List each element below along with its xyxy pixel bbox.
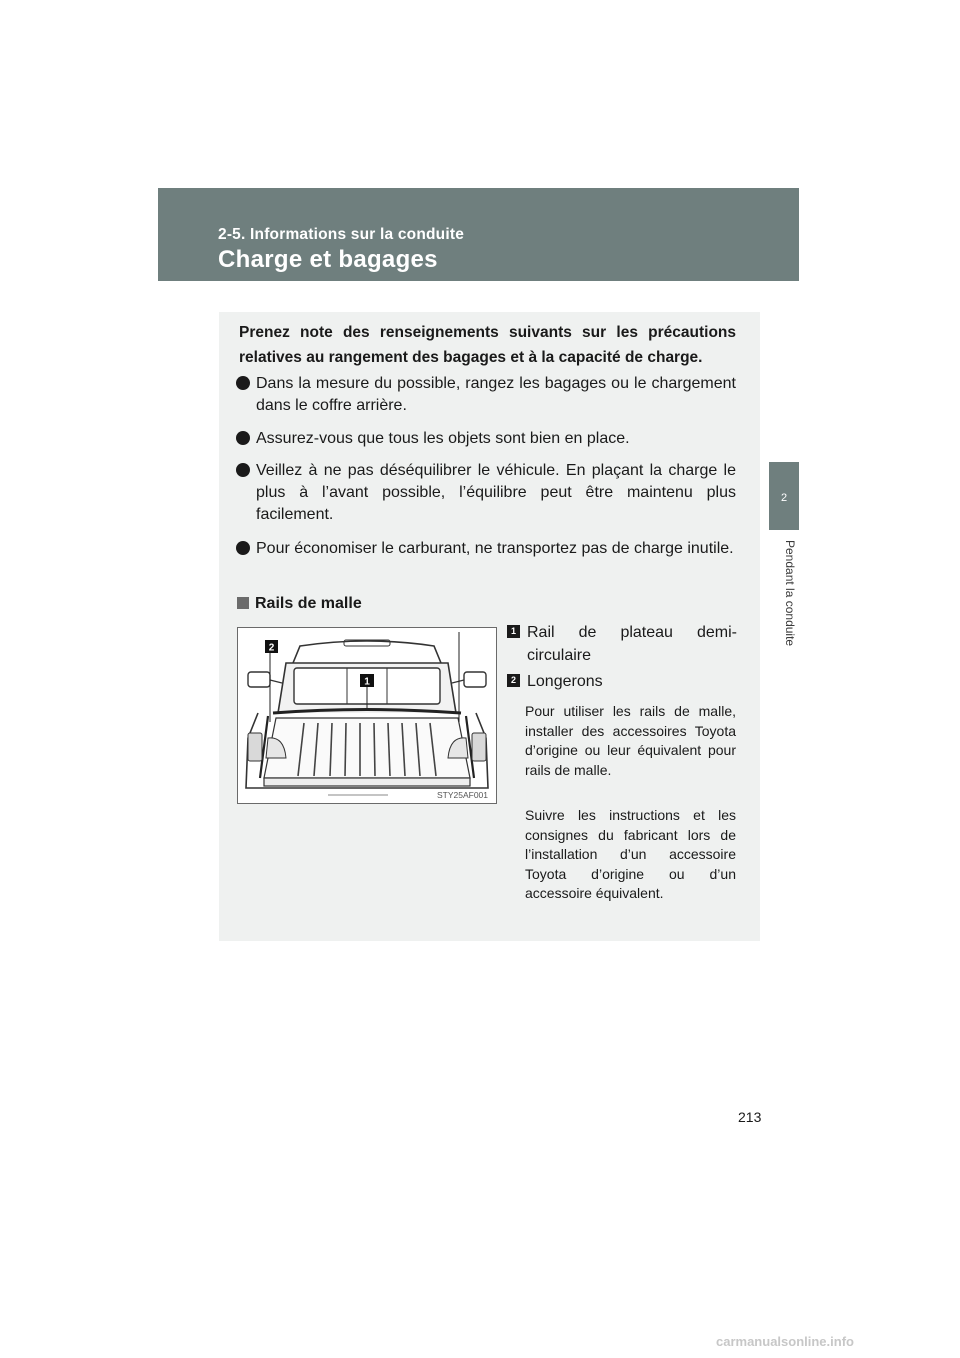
square-bullet-icon <box>237 597 249 609</box>
page-title: Charge et bagages <box>218 246 438 273</box>
bullet-text: Assurez-vous que tous les objets sont bien en place. <box>256 430 630 447</box>
bullet-item <box>236 373 736 417</box>
legend-label: Rail de plateau demi-circulaire <box>527 624 737 664</box>
figure-callout-1: 1 <box>364 676 370 688</box>
truck-bed-diagram <box>238 628 496 803</box>
chapter-tab <box>769 462 799 530</box>
figure-callout-2: 2 <box>268 642 275 654</box>
bullet-icon <box>236 463 250 477</box>
bullet-item <box>236 538 736 560</box>
section-header <box>158 188 799 281</box>
figure-code: STY25AF001 <box>436 790 488 800</box>
legend-label: Longerons <box>527 673 603 690</box>
bullet-text: Pour économiser le carburant, ne transportez pas de charge inutile. <box>256 540 734 557</box>
bullet-text: Dans la mesure du possible, rangez les bagages ou le chargement dans le coffre arrière. <box>256 375 736 414</box>
chapter-number: 2 <box>780 492 788 504</box>
bullet-item <box>236 460 736 526</box>
subheading-text: Rails de malle <box>255 595 362 612</box>
note-text: Suivre les instructions et les consignes du fabricant lors de l’installation d’un accessoire Toyota d’origine ou d’un accessoire équivalent. <box>525 807 736 901</box>
legend-item <box>507 621 737 667</box>
bullet-icon <box>236 541 250 555</box>
subheading <box>237 595 362 613</box>
legend-number: 2 <box>507 674 520 687</box>
bullet-icon <box>236 431 250 445</box>
note-text: Pour utiliser les rails de malle, installer des accessoires Toyota d’origine ou leur équivalent pour rails de malle. <box>525 703 736 778</box>
truck-bed-illustration <box>237 627 497 804</box>
page-number: 213 <box>738 1109 762 1125</box>
legend-number: 1 <box>507 625 520 638</box>
bullet-text: Veillez à ne pas déséquilibrer le véhicule. En plaçant la charge le plus à l’avant possible, l’équilibre peut être maintenu plus facilement. <box>256 462 736 523</box>
bullet-item <box>236 428 736 450</box>
intro-text: Prenez note des renseignements suivants sur les précautions relatives au rangement des bagages et à la capacité de charge. <box>239 324 736 366</box>
watermark: carmanualsonline.info <box>716 1334 854 1349</box>
chapter-title: Pendant la conduite <box>783 540 797 647</box>
bullet-icon <box>236 376 250 390</box>
section-label: 2-5. Informations sur la conduite <box>218 226 465 243</box>
content-box <box>219 312 760 941</box>
legend-item <box>507 670 737 693</box>
